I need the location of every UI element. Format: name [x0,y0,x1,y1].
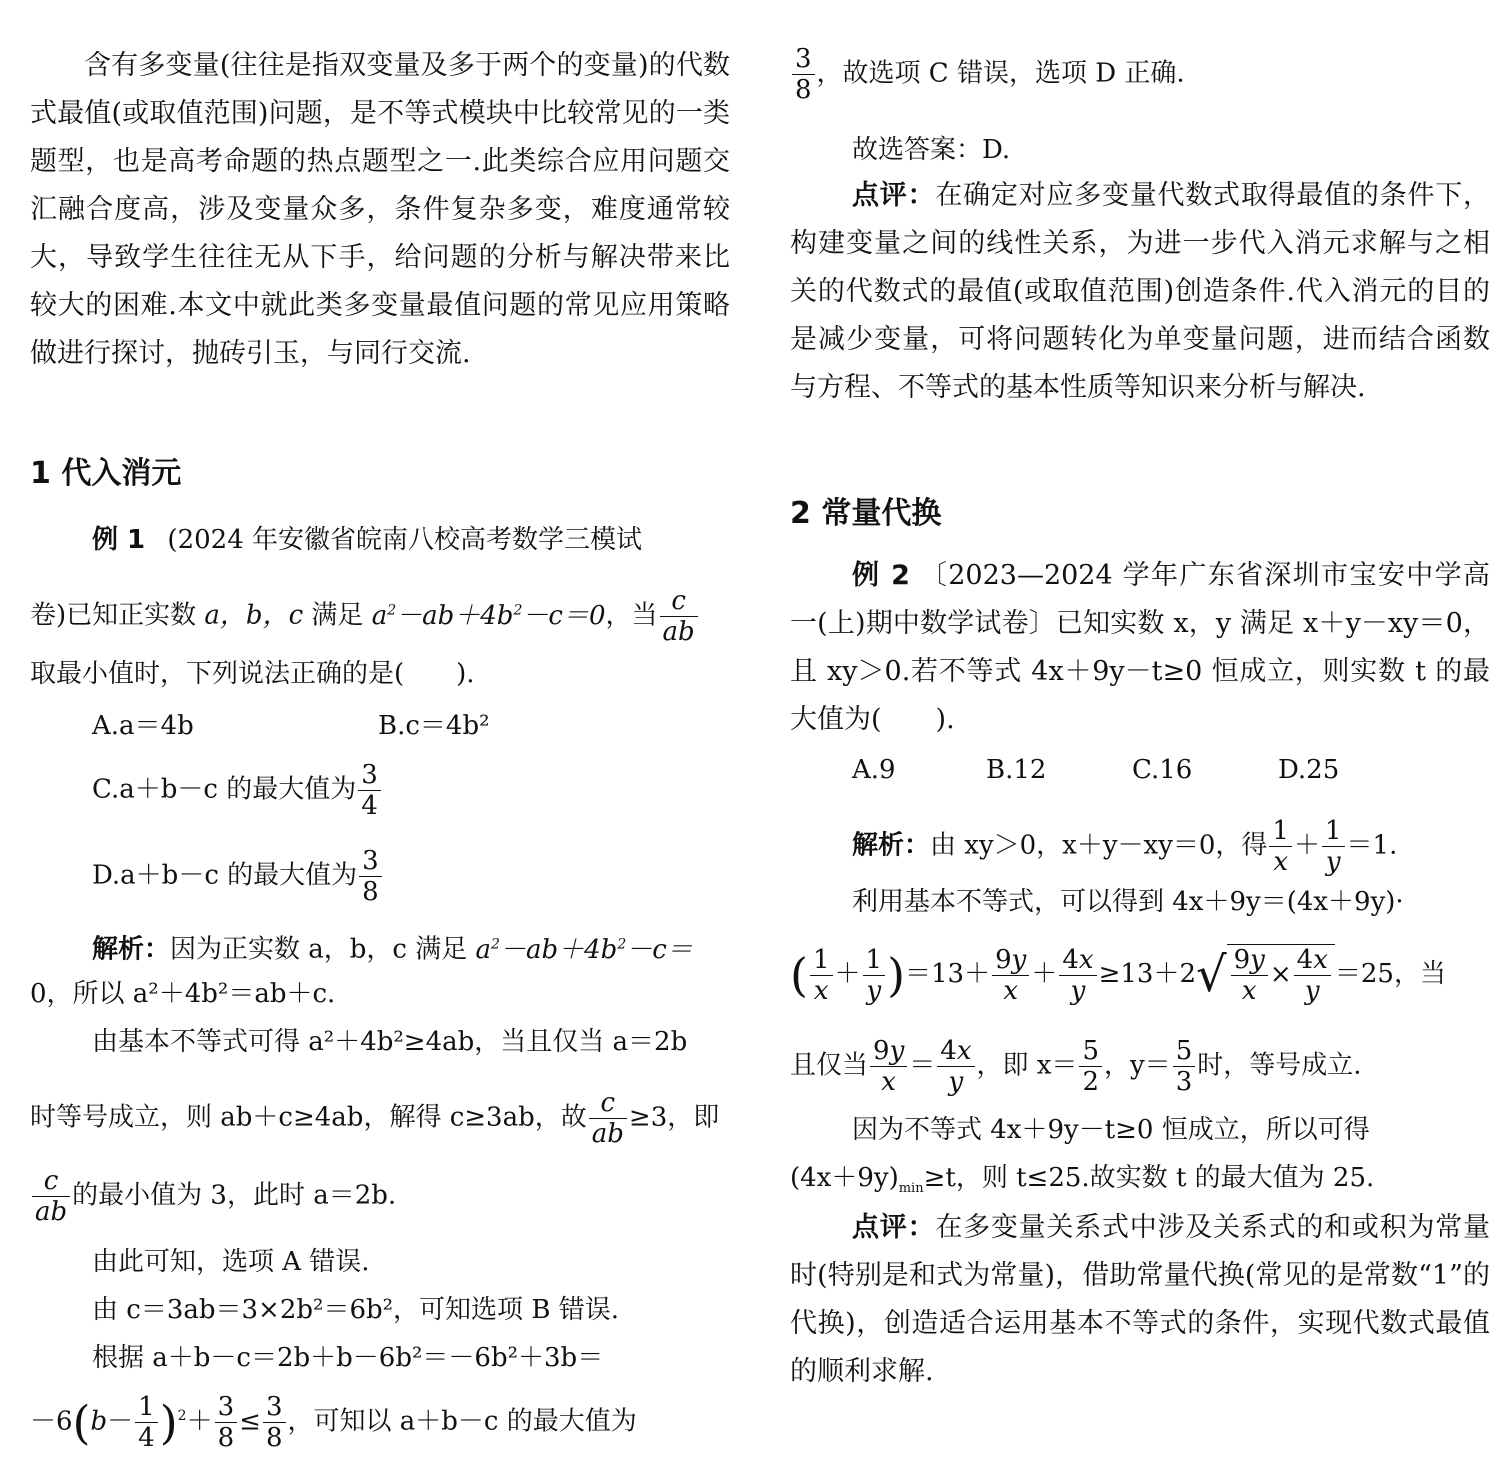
fraction-c-over-ab-2: $\frac{c}{ab}$ [589,1088,627,1149]
example-1-source: (2024 年安徽省皖南八校高考数学三模试 [167,525,642,555]
option2-b: B.12 [986,755,1047,785]
solution-2-text-d: ，y＝ [1103,1050,1171,1081]
solution-1-text-e: 的最小值为 3，此时 a＝2b. [72,1180,397,1211]
comment-2 [790,1204,1490,1396]
fraction-3-8: $\frac{3}{8}$ [359,846,382,907]
solution-2-text-e: 时，等号成立. [1197,1050,1362,1081]
solution-2-subscript: min [898,1181,924,1197]
solution-2-text-c: ，即 x＝ [976,1050,1078,1081]
comment-1-label: 点评： [852,180,936,211]
answer-line: 故选答案：D. [852,135,1011,165]
fraction-1-x: $\frac{1}{x}$ [1269,816,1292,877]
fraction-3-8-top: $\frac{3}{8}$ [792,44,815,105]
fraction-1-4: $\frac{1}{4}$ [135,1392,158,1453]
solution-2-line3: ( $\frac{1}{x}$ ＋ $\frac{1}{y}$ )＝13＋ $\frac{9y}{x}$ ＋ $\frac{4x}{y}$ ≥13＋2√ $\frac{9y}{x}$ × $\frac{4x}{y}$ ＝25，当 [790,944,1446,1006]
example-1-line3: 取最小值时，下列说法正确的是( ). [30,659,475,689]
fraction-3-4: $\frac{3}{4}$ [358,760,381,821]
solution-1-line6: 由此可知，选项 A 错误. [92,1247,370,1277]
example-1-text-a: 卷)已知正实数 [30,600,197,631]
comment-2-text: 在多变量关系式中涉及关系式的和或积为常量时(特别是和式为常量)，借助常量代换(常见的是常数“1”的代换)，创造适合运用基本不等式的条件，实现代数式最值的顺利求解. [790,1212,1491,1387]
fraction-3-8-a: $\frac{3}{8}$ [215,1392,238,1453]
option2-c: C.16 [1132,755,1193,785]
example-2-text: 〔2023—2024 学年广东省深圳市宝安中学高一(上)期中数学试卷〕已知实数 x，y 满足 x＋y－xy＝0，且 xy＞0.若不等式 4x＋9y－t≥0 恒成立，则实数 t 的最大值为( ). [790,560,1490,735]
option2-a: A.9 [852,755,896,785]
example-1-line2 [30,586,700,647]
solution-1-line5 [30,1166,396,1227]
solution-2-text-g: ≥t，则 t≤25.故实数 t 的最大值为 25. [923,1163,1375,1193]
option-d-text: D.a＋b－c 的最大值为 [92,860,358,891]
example-1-header [92,522,642,558]
right-top-line [790,44,1185,105]
solution-2-end: ＝25，当 [1334,959,1446,989]
example-2-label: 例 2 [852,560,910,591]
solution-2-line4: 且仅当 $\frac{9y}{x}$ ＝ $\frac{4x}{y}$ ，即 x＝ $\frac{5}{2}$ ，y＝ $\frac{5}{3}$ 时，等号成立. [790,1036,1362,1097]
solution-1-line4 [30,1088,719,1149]
comment-2-label: 点评： [852,1212,936,1243]
option-d [92,846,384,907]
option2-d: D.25 [1278,755,1340,785]
right-top-text: ，故选项 C 错误，选项 D 正确. [816,58,1185,89]
solution-2-text-f: (4x＋9y) [790,1163,899,1193]
solution-2-line2: 利用基本不等式，可以得到 4x＋9y＝(4x＋9y)· [852,887,1404,917]
comment-1 [790,172,1490,412]
option-c-text: C.a＋b－c 的最大值为 [92,774,357,805]
fraction-c-over-ab-3: $\frac{c}{ab}$ [32,1166,70,1227]
solution-1-line1 [92,926,693,968]
solution-2-text-b: 且仅当 [790,1050,869,1081]
example-1-equation: $a^2-ab+4b^2-c=0$ [371,600,606,631]
solution-2-text-a: 由 xy＞0，x＋y－xy＝0，得 [930,830,1268,861]
solution-1-label: 解析： [92,934,171,965]
solution-1-line2: 0，所以 a²＋4b²＝ab＋c. [30,979,336,1009]
solution-1-equation: $a^2-ab+4b^2-c=$ [475,934,693,965]
section-1-heading: 1 代入消元 [30,456,182,491]
solution-1-text-c: 时等号成立，则 ab＋c≥4ab，解得 c≥3ab，故 [30,1102,587,1133]
solution-1-line9: －6(b－ $\frac{1}{4}$ )$^2$＋ $\frac{3}{8}$ ≤ $\frac{3}{8}$ ，可知以 a＋b－c 的最大值为 [30,1392,637,1453]
example-2 [790,552,1490,744]
fraction-c-over-ab: $\frac{c}{ab}$ [660,586,698,647]
solution-1-tail: ，可知以 a＋b－c 的最大值为 [287,1406,637,1437]
option-a: A.a＝4b [92,711,194,741]
solution-2-label: 解析： [852,830,931,861]
intro-paragraph: 含有多变量(往往是指双变量及多于两个的变量)的代数式最值(或取值范围)问题，是不等式模块中比较常见的一类题型，也是高考命题的热点题型之一.此类综合应用问题交汇融合度高，涉及变量众多，条件复杂多变，难度通常较大，导致学生往往无从下手，给问题的分析与解决带来比较大的困难.本文中就此类多变量最值问题的常见应用策略做进行探讨，抛砖引玉，与同行交流. [30,50,730,369]
example-1-vars: a，b，c [204,600,304,631]
solution-1-line3: 由基本不等式可得 a²＋4b²≥4ab，当且仅当 a＝2b [92,1027,688,1057]
example-1-label: 例 1 [92,525,146,555]
section-2-heading: 2 常量代换 [790,496,942,531]
fraction-1-y: $\frac{1}{y}$ [1322,816,1345,877]
option-b: B.c＝4b² [378,711,490,741]
solution-1-line8: 根据 a＋b－c＝2b＋b－6b²＝－6b²＋3b＝ [92,1343,604,1373]
fraction-3-8-b: $\frac{3}{8}$ [263,1392,286,1453]
example-1-when: ，当 [605,600,658,631]
solution-2-mid: ＝13＋ [905,959,991,989]
sqrt-expression: $\frac{9y}{x}$ × $\frac{4x}{y}$ [1227,944,1335,1006]
solution-2-line5: 因为不等式 4x＋9y－t≥0 恒成立，所以可得 [852,1115,1370,1145]
solution-1-line7: 由 c＝3ab＝3×2b²＝6b²，可知选项 B 错误. [92,1295,619,1325]
option-c [92,760,383,821]
example-1-text-b: 满足 [311,600,364,631]
solution-1-text-d: ≥3，即 [628,1102,720,1133]
solution-1-text-a: 因为正实数 a，b，c 满足 [170,934,468,965]
solution-2-line1: 解析：由 xy＞0，x＋y－xy＝0，得 $\frac{1}{x}$ ＋ $\frac{1}{y}$ ＝1. [852,816,1398,877]
solution-2-line6 [790,1160,1374,1207]
comment-1-text: 在确定对应多变量代数式取得最值的条件下，构建变量之间的线性关系，为进一步代入消元求解与之相关的代数式的最值(或取值范围)创造条件.代入消元的目的是减少变量，可将问题转化为单变量问题，进而结合函数与方程、不等式的基本性质等知识来分析与解决. [790,180,1491,403]
